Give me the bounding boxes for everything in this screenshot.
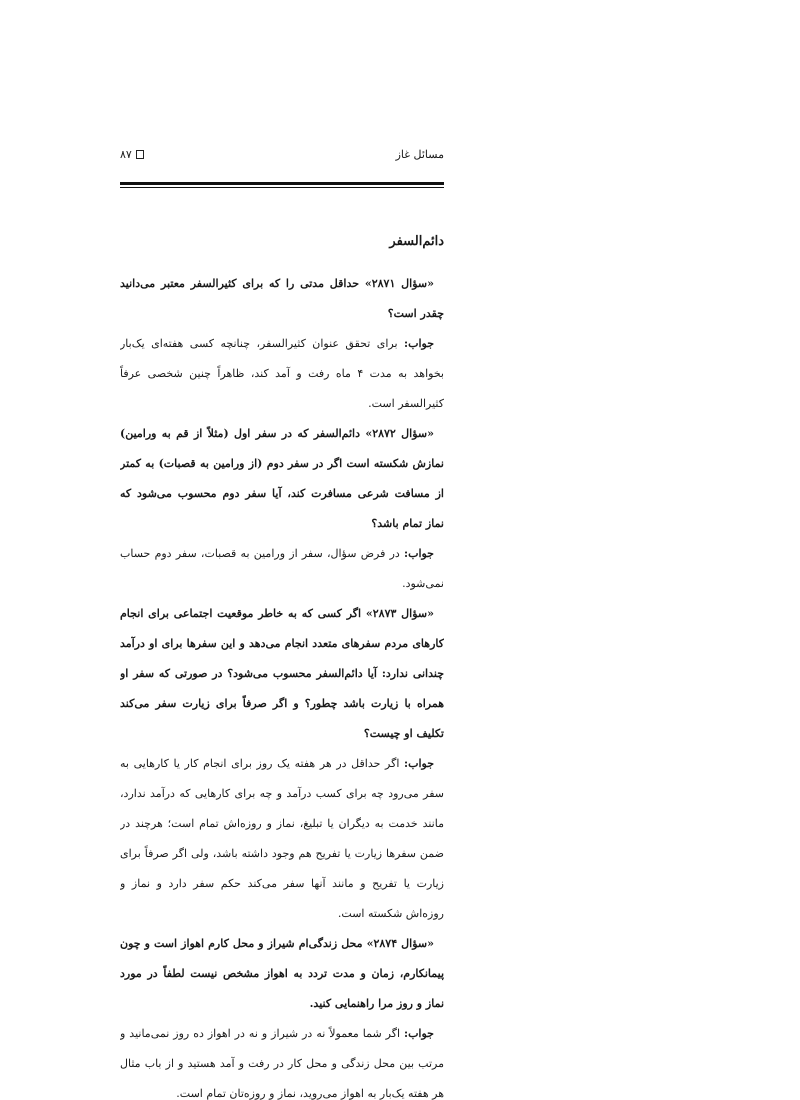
answer-label: جواب: [404,1027,434,1040]
answer-2874 [120,1019,444,1100]
answer-label: جواب: [404,337,435,350]
question-2873: «سؤال ۲۸۷۳» اگر کسی که به خاطر موقعیت اجتماعی برای انجام کارهای مردم سفرهای متعدد انجام می‌دهد و این سفرها برای او درآمد چندانی ندارد: آیا دائم‌السفر محسوب می‌شود؟ در صورتی که سفر او همراه با زیارت باشد چطور؟ و اگر صرفاً برای زیارت سفر می‌کند تکلیف او چیست؟ [120,607,444,740]
running-header [120,140,444,168]
document-page [120,140,444,1100]
answer-2871 [120,329,444,419]
answer-label: جواب: [404,757,435,770]
answer-label: جواب: [404,547,434,560]
answer-text: در فرض سؤال، سفر از ورامین به قصبات، سفر دوم حساب نمی‌شود. [120,547,444,590]
page-number-text: ۸۷ [120,147,132,161]
section-title: دائم‌السفر [389,234,444,249]
square-box-icon [136,150,144,159]
header-rule-thick [120,182,444,185]
answer-text: اگر شما معمولاً نه در شیراز و نه در اهواز ده روز نمی‌مانید و مرتب بین محل زندگی و محل کار در رفت و آمد هستید و از باب مثال هر هفته یک‌بار به اهواز می‌روید، نماز و روزه‌تان تمام است. [120,1027,444,1100]
answer-text: برای تحقق عنوان کثیرالسفر، چنانچه کسی هفته‌ای یک‌بار بخواهد به مدت ۴ ماه رفت و آمد کند، ظاهراً چنین شخصی عرفاً کثیرالسفر است. [120,337,444,410]
page-number [120,148,144,161]
answer-text: اگر حداقل در هر هفته یک روز برای انجام کار یا کارهایی به سفر می‌رود چه برای کسب درآمد و چه برای کارهایی که درآمد ندارد، مانند خدمت به دیگران یا تبلیغ، نماز و روزه‌اش تمام است؛ هرچند در ضمن سفرها زیارت یا تفریح هم وجود داشته باشد، ولی اگر صرفاً برای زیارت یا تفریح و مانند آنها سفر می‌کند حکم سفر دارد و نماز و روزه‌اش شکسته است. [120,757,444,920]
running-header-title: مسائل غاز [395,147,444,161]
question-2874: «سؤال ۲۸۷۴» محل زندگی‌ام شیراز و محل کارم اهواز است و چون پیمانکارم، زمان و مدت تردد به اهواز مشخص نیست لطفاً در مورد نماز و روز مرا راهنمایی کنید. [120,937,444,1010]
answer-2873 [120,749,444,929]
question-2872: «سؤال ۲۸۷۲» دائم‌السفر که در سفر اول (مثلاً از قم به ورامین) نمازش شکسته است اگر در سفر دوم (از ورامین به قصبات) به کمتر از مسافت شرعی مسافرت کند، آیا سفر دوم محسوب می‌شود که نماز تمام باشد؟ [120,427,444,530]
answer-2872 [120,539,444,599]
question-2871: «سؤال ۲۸۷۱» حداقل مدتی را که برای کثیرالسفر معتبر می‌دانید چقدر است؟ [120,277,444,320]
header-rule-thin [120,187,444,188]
